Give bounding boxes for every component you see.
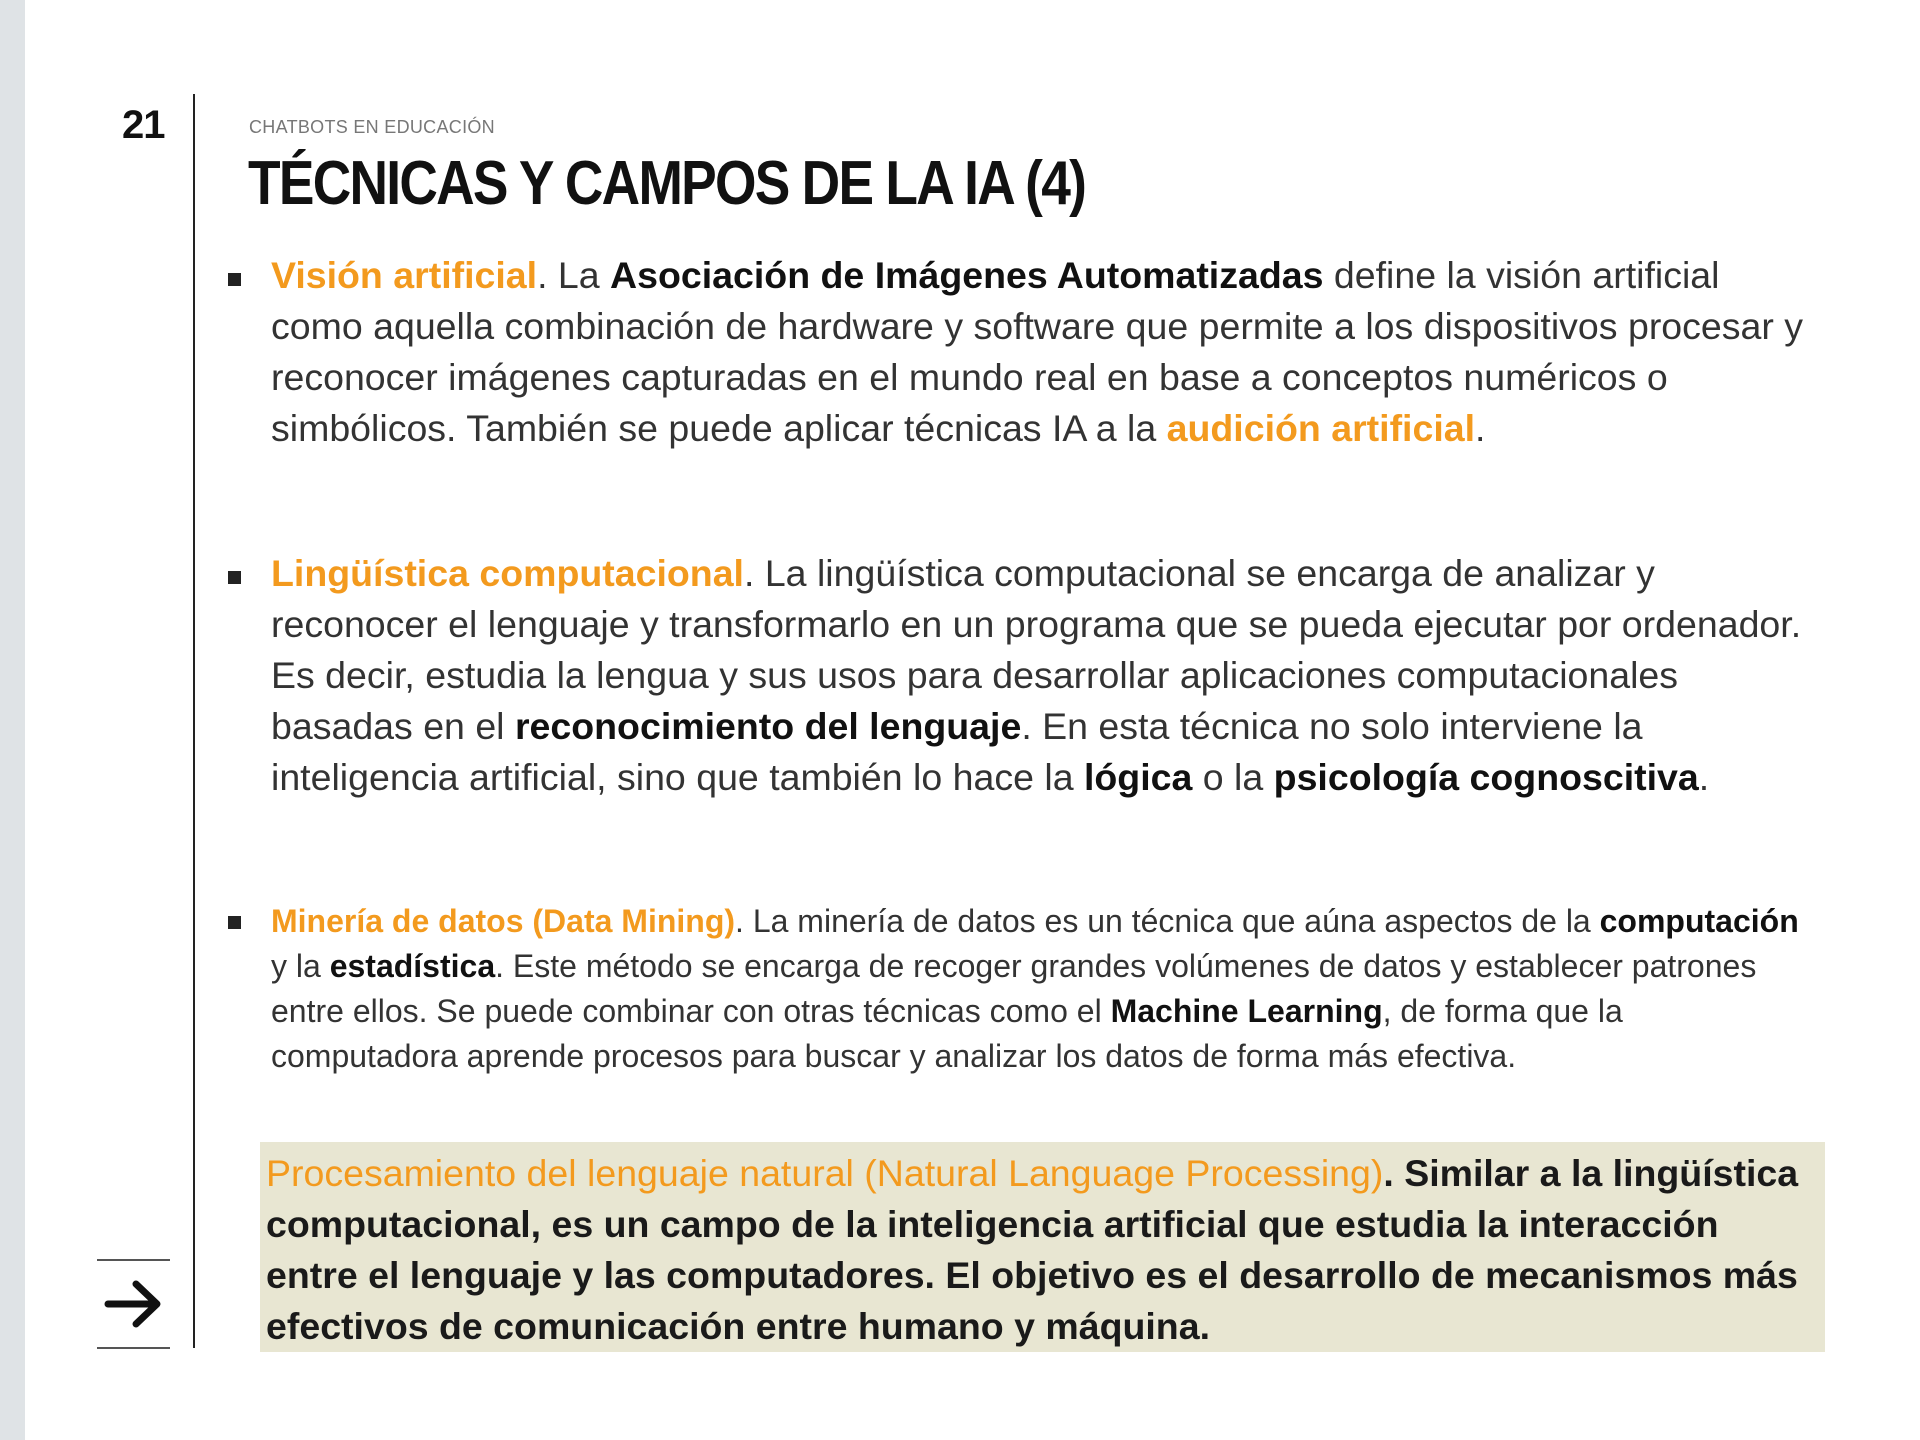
- highlight-text: . Similar a la lingüística computacional, es un campo de la inteligencia artificial que estudia la interacción entre el lenguaje y las computadores. El objetivo es el desarrollo de mecanismos más efectivos de comunicación entre humano y máquina.: [266, 1152, 1799, 1347]
- left-edge-strip: [0, 0, 25, 1440]
- bullet-linguistica-computacional: [228, 548, 1818, 803]
- bullet-text: Lingüística computacional. La lingüística computacional se encarga de analizar y reconocer el lenguaje y transformarlo en un programa que se pueda ejecutar por ordenador. Es decir, estudia la lengua y sus usos para desarrollar aplicaciones computacionales basadas en el reconocimiento del lenguaje. En esta técnica no solo interviene la inteligencia artificial, sino que también lo hace la lógica o la psicología cognoscitiva.: [271, 552, 1802, 798]
- page-title: TÉCNICAS Y CAMPOS DE LA IA (4): [248, 149, 1086, 218]
- bullet-vision-artificial: [228, 250, 1818, 454]
- vertical-divider: [193, 94, 195, 1348]
- bullet-text: Visión artificial. La Asociación de Imágenes Automatizadas define la visión artificial como aquella combinación de hardware y software que permite a los dispositivos procesar y reconocer imágenes capturadas en el mundo real en base a conceptos numéricos o simbólicos. También se puede aplicar técnicas IA a la audición artificial.: [271, 254, 1804, 449]
- highlight-term: Procesamiento del lenguaje natural (Natural Language Processing): [266, 1152, 1384, 1194]
- section-label: CHATBOTS EN EDUCACIÓN: [249, 117, 495, 137]
- arrow-right-icon[interactable]: [104, 1275, 164, 1333]
- square-bullet-icon: [228, 273, 241, 286]
- bullet-term: Minería de datos (Data Mining): [271, 903, 736, 939]
- bullet-term: Lingüística computacional: [271, 552, 744, 594]
- square-bullet-icon: [228, 571, 241, 584]
- nav-divider-top: [97, 1259, 170, 1261]
- bullet-term: Visión artificial: [271, 254, 538, 296]
- nav-divider-bottom: [97, 1347, 170, 1349]
- bullet-text: Minería de datos (Data Mining). La minería de datos es un técnica que aúna aspectos de la computación y la estadística. Este método se encarga de recoger grandes volúmenes de datos y establecer patrones entre ellos. Se puede combinar con otras técnicas como el Machine Learning, de forma que la computadora aprende procesos para buscar y analizar los datos de forma más efectiva.: [271, 903, 1799, 1074]
- square-bullet-icon: [228, 916, 241, 929]
- bullet-mineria-de-datos: [228, 899, 1818, 1079]
- highlight-box-nlp: [260, 1142, 1825, 1352]
- page-number: 21: [122, 103, 165, 147]
